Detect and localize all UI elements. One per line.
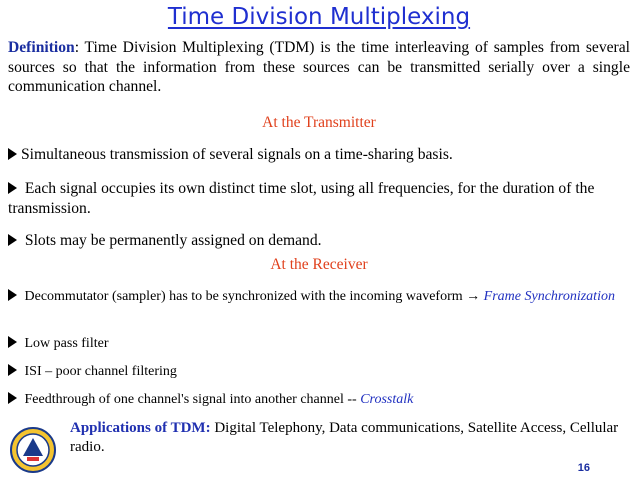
receiver-heading: At the Receiver (270, 256, 368, 273)
receiver-point-3: ISI – poor channel filtering (8, 362, 630, 381)
applications-label: Applications of TDM: (70, 420, 211, 436)
page-number: 16 (577, 462, 590, 474)
transmitter-heading: At the Transmitter (262, 114, 376, 131)
definition-text: : Time Division Multiplexing (TDM) is the time interleaving of samples from several sources so that the information from these sources can be transmitted serially over a single communication channel. (8, 39, 630, 95)
crosstalk-term: Crosstalk (360, 392, 414, 407)
applications-text: Digital Telephony, Data communications, Satellite Access, Cellular radio. (70, 420, 619, 455)
bullet-arrow-icon (8, 364, 17, 376)
bullet-arrow-icon (8, 182, 17, 194)
right-arrow-icon: → (466, 289, 481, 304)
receiver-point-1: Decommutator (sampler) has to be synchronized with the incoming waveform → Frame Synchronization (8, 287, 630, 306)
receiver-point-2: Low pass filter (8, 334, 630, 353)
transmitter-point-3: Slots may be permanently assigned on demand. (8, 231, 630, 251)
transmitter-point-1: Simultaneous transmission of several signals on a time-sharing basis. (8, 145, 630, 165)
slide-title: Time Division Multiplexing (167, 4, 471, 30)
frame-sync-term: Frame Synchronization (483, 289, 615, 304)
definition-label: Definition (8, 39, 75, 56)
definition-paragraph (8, 38, 630, 97)
bullet-arrow-icon (8, 336, 17, 348)
bullet-arrow-icon (8, 148, 17, 160)
applications-paragraph (70, 419, 630, 457)
bullet-arrow-icon (8, 289, 17, 301)
transmitter-point-2: Each signal occupies its own distinct time slot, using all frequencies, for the duration of the transmission. (8, 180, 595, 217)
receiver-point-4: Feedthrough of one channel's signal into another channel -- Crosstalk (8, 390, 630, 409)
bullet-arrow-icon (8, 234, 17, 246)
bullet-arrow-icon (8, 392, 17, 404)
university-logo-icon (8, 426, 58, 474)
